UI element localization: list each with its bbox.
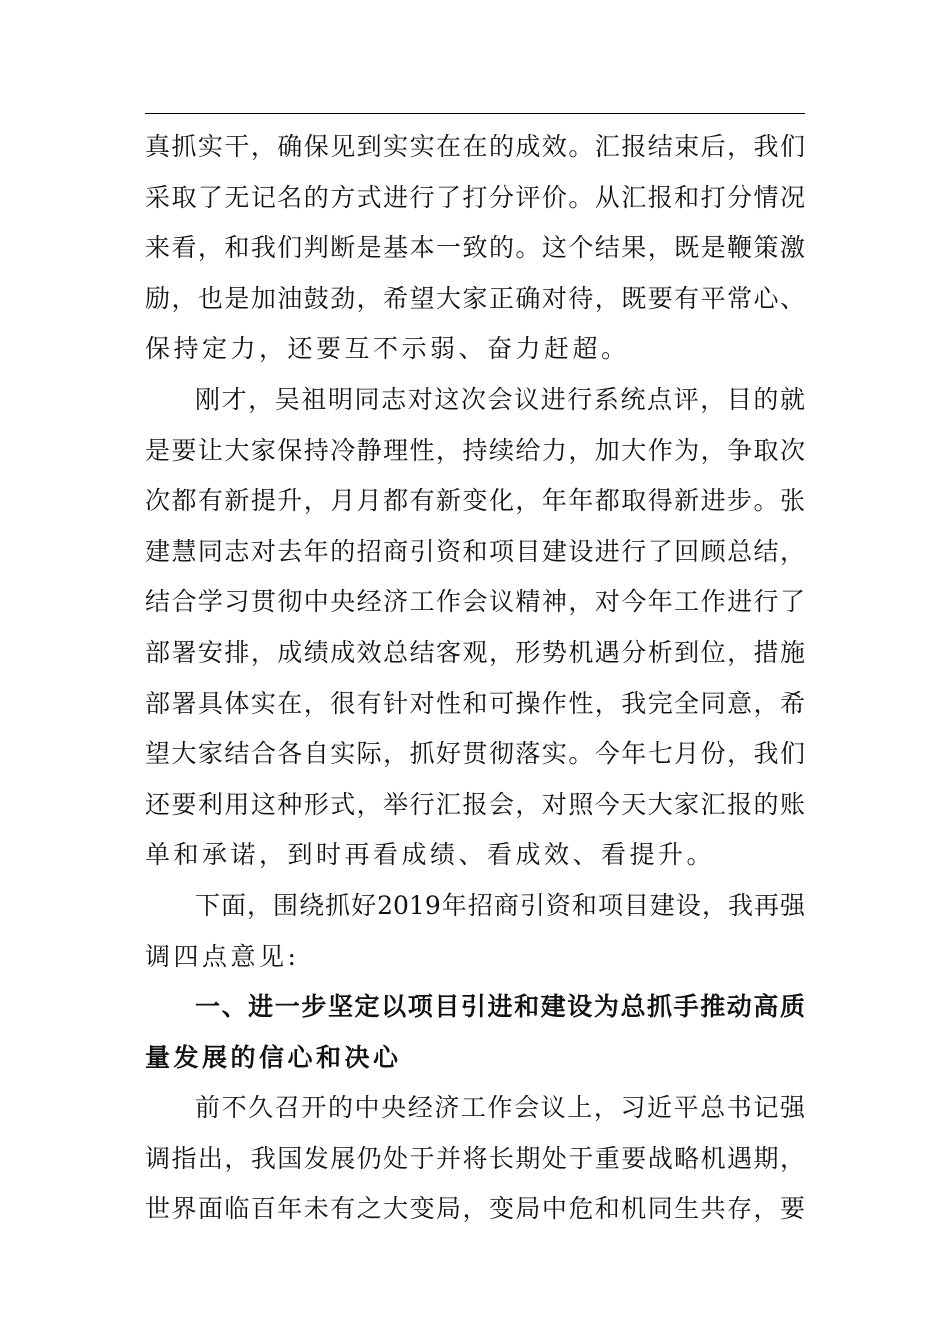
document-body bbox=[145, 122, 805, 1235]
text-line: 下面，围绕抓好2019年招商引资和项目建设，我再强 bbox=[195, 890, 805, 920]
text-line: 真抓实干，确保见到实实在在的成效。汇报结束后，我们 bbox=[145, 132, 805, 161]
text-line: 建慧同志对去年的招商引资和项目建设进行了回顾总结， bbox=[145, 536, 805, 566]
text-line: 还要利用这种形式，举行汇报会，对照今天大家汇报的账 bbox=[145, 789, 805, 819]
heading-line: 一、进一步坚定以项目引进和建设为总抓手推动高质 bbox=[195, 992, 805, 1022]
text-line: 来看，和我们判断是基本一致的。这个结果，既是鞭策激 bbox=[145, 233, 805, 263]
text-line: 望大家结合各自实际，抓好贯彻落实。今年七月份，我们 bbox=[145, 739, 805, 769]
header-rule bbox=[145, 113, 805, 114]
text-line: 部署具体实在，很有针对性和可操作性，我完全同意，希 bbox=[145, 688, 805, 718]
text-line: 世界面临百年未有之大变局，变局中危和机同生共存，要 bbox=[145, 1194, 805, 1224]
text-line: 部署安排，成绩成效总结客观，形势机遇分析到位，措施 bbox=[145, 637, 805, 667]
section-heading-1 bbox=[145, 982, 805, 1083]
paragraph-1 bbox=[145, 122, 805, 375]
text-line: 调四点意见: bbox=[145, 941, 300, 971]
text-line: 次都有新提升，月月都有新变化，年年都取得新进步。张 bbox=[145, 486, 805, 516]
paragraph-3 bbox=[145, 881, 805, 982]
text-line: 结合学习贯彻中央经济工作会议精神，对今年工作进行了 bbox=[145, 587, 805, 617]
text-line: 前不久召开的中央经济工作会议上，习近平总书记强 bbox=[195, 1093, 805, 1123]
text-line: 单和承诺，到时再看成绩、看成效、看提升。 bbox=[145, 840, 716, 870]
paragraph-4 bbox=[145, 1083, 805, 1235]
heading-line: 量发展的信心和决心 bbox=[145, 1042, 402, 1072]
text-line: 刚才，吴祖明同志对这次会议进行系统点评，目的就 bbox=[195, 384, 805, 414]
text-line: 调指出，我国发展仍处于并将长期处于重要战略机遇期， bbox=[145, 1143, 805, 1173]
text-line: 是要让大家保持冷静理性，持续给力，加大作为，争取次 bbox=[145, 435, 805, 465]
text-line: 保持定力，还要互不示弱、奋力赶超。 bbox=[145, 334, 630, 364]
text-line: 采取了无记名的方式进行了打分评价。从汇报和打分情况 bbox=[145, 182, 805, 212]
paragraph-2 bbox=[145, 375, 805, 881]
text-line: 励，也是加油鼓劲，希望大家正确对待，既要有平常心、 bbox=[145, 283, 805, 313]
